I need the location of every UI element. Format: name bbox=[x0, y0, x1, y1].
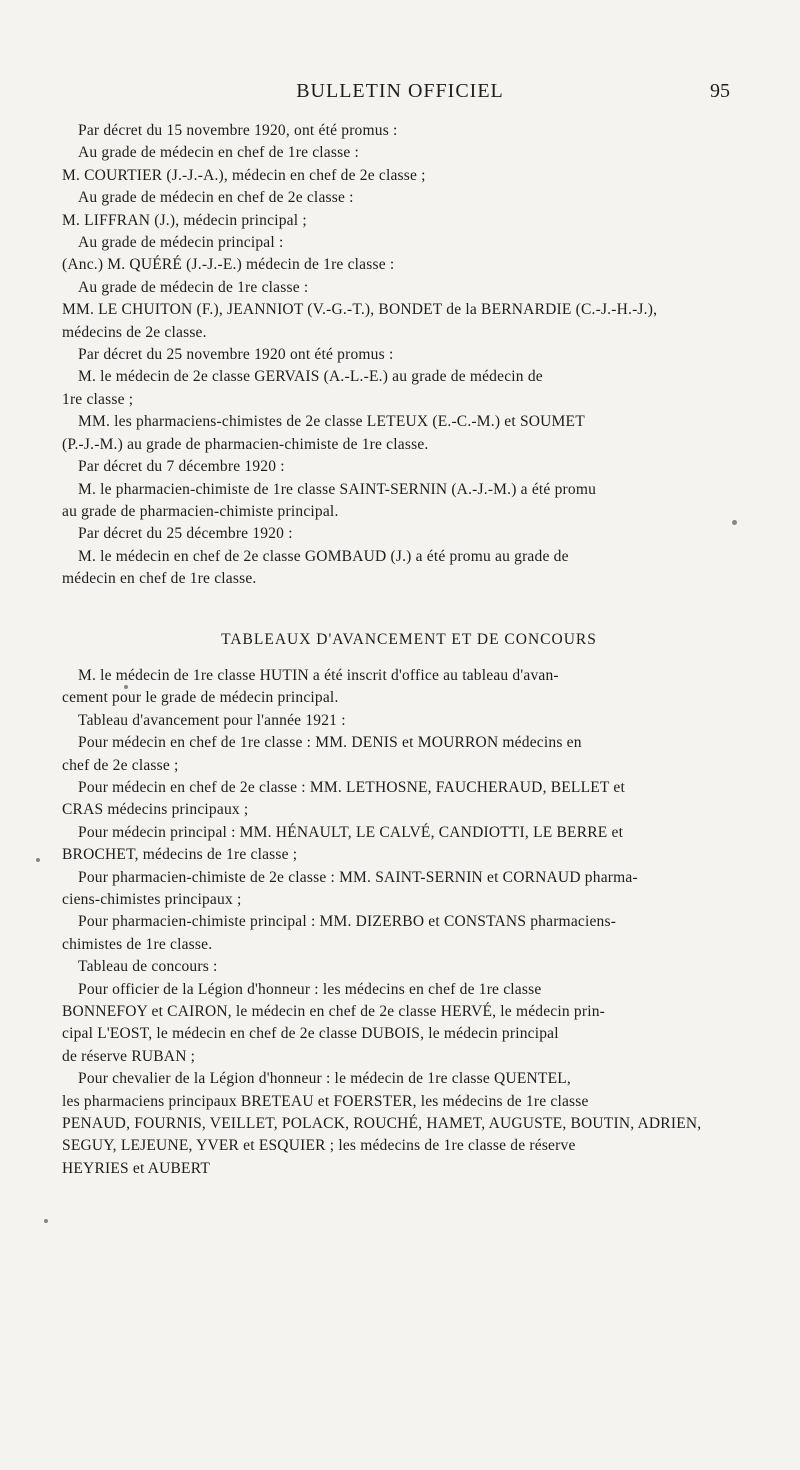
text-line: cement pour le grade de médecin principal. bbox=[62, 689, 339, 707]
scan-speck bbox=[732, 520, 737, 525]
running-header-title: BULLETIN OFFICIEL bbox=[296, 80, 504, 102]
text-line: 1re classe ; bbox=[62, 390, 134, 408]
text-line: Par décret du 25 novembre 1920 ont été promus : bbox=[78, 346, 394, 364]
text-line: M. le médecin de 1re classe HUTIN a été inscrit d'office au tableau d'avan- bbox=[78, 666, 559, 684]
text-line: (Anc.) M. QUÉRÉ (J.-J.-E.) médecin de 1re classe : bbox=[62, 256, 395, 274]
text-line: (P.-J.-M.) au grade de pharmacien-chimiste de 1re classe. bbox=[62, 435, 429, 453]
text-line: de réserve RUBAN ; bbox=[62, 1047, 196, 1065]
text-line: Pour médecin en chef de 1re classe : MM. DENIS et MOURRON médecins en bbox=[78, 734, 582, 752]
text-line: au grade de pharmacien-chimiste principal. bbox=[62, 502, 339, 520]
text-line: médecin en chef de 1re classe. bbox=[62, 570, 257, 588]
text-line: M. LIFFRAN (J.), médecin principal ; bbox=[62, 211, 307, 229]
text-line: Pour pharmacien-chimiste principal : MM. DIZERBO et CONSTANS pharmaciens- bbox=[78, 913, 617, 931]
document-body bbox=[62, 120, 756, 1180]
text-line: Par décret du 25 décembre 1920 : bbox=[78, 525, 293, 543]
scan-speck bbox=[124, 685, 128, 689]
text-line: MM. LE CHUITON (F.), JEANNIOT (V.-G.-T.), BONDET de la BERNARDIE (C.-J.-H.-J.), bbox=[62, 301, 658, 319]
text-line: Au grade de médecin en chef de 2e classe : bbox=[78, 189, 354, 207]
text-line: Tableau d'avancement pour l'année 1921 : bbox=[78, 711, 346, 729]
text-line: M. COURTIER (J.-J.-A.), médecin en chef de 2e classe ; bbox=[62, 166, 426, 184]
text-line: BROCHET, médecins de 1re classe ; bbox=[62, 846, 298, 864]
text-line: Par décret du 15 novembre 1920, ont été promus : bbox=[78, 122, 398, 139]
text-line: PENAUD, FOURNIS, VEILLET, POLACK, ROUCHÉ, HAMET, AUGUSTE, BOUTIN, ADRIEN, bbox=[62, 1115, 702, 1133]
page-number: 95 bbox=[710, 80, 730, 102]
section-title: TABLEAUX D'AVANCEMENT ET DE CONCOURS bbox=[221, 630, 597, 648]
text-line: M. le pharmacien-chimiste de 1re classe SAINT-SERNIN (A.-J.-M.) a été promu bbox=[78, 480, 597, 498]
text-line: Pour chevalier de la Légion d'honneur : le médecin de 1re classe QUENTEL, bbox=[78, 1070, 571, 1088]
text-line: SEGUY, LEJEUNE, YVER et ESQUIER ; les médecins de 1re classe de réserve bbox=[62, 1137, 576, 1155]
text-line: HEYRIES et AUBERT bbox=[62, 1159, 210, 1177]
text-line: ciens-chimistes principaux ; bbox=[62, 891, 242, 908]
text-line: Au grade de médecin en chef de 1re classe : bbox=[78, 144, 360, 162]
text-line: Au grade de médecin de 1re classe : bbox=[78, 278, 309, 296]
text-line: les pharmaciens principaux BRETEAU et FOERSTER, les médecins de 1re classe bbox=[62, 1092, 589, 1110]
text-line: CRAS médecins principaux ; bbox=[62, 801, 249, 819]
text-line: Au grade de médecin principal : bbox=[78, 234, 284, 252]
text-line: Pour officier de la Légion d'honneur : les médecins en chef de 1re classe bbox=[78, 980, 542, 998]
text-line: médecins de 2e classe. bbox=[62, 323, 207, 341]
text-line: cipal L'EOST, le médecin en chef de 2e classe DUBOIS, le médecin principal bbox=[62, 1025, 559, 1043]
text-line: BONNEFOY et CAIRON, le médecin en chef de 2e classe HERVÉ, le médecin prin- bbox=[62, 1003, 606, 1021]
text-line: Pour médecin en chef de 2e classe : MM. LETHOSNE, FAUCHERAUD, BELLET et bbox=[78, 778, 625, 796]
text-line: Tableau de concours : bbox=[78, 958, 218, 976]
text-line: chimistes de 1re classe. bbox=[62, 935, 213, 953]
text-line: Par décret du 7 décembre 1920 : bbox=[78, 458, 285, 476]
text-line: MM. les pharmaciens-chimistes de 2e classe LETEUX (E.-C.-M.) et SOUMET bbox=[78, 413, 585, 431]
text-line: chef de 2e classe ; bbox=[62, 756, 179, 774]
text-line: M. le médecin en chef de 2e classe GOMBAUD (J.) a été promu au grade de bbox=[78, 547, 569, 565]
scan-speck bbox=[44, 1219, 48, 1223]
scan-speck bbox=[36, 858, 40, 862]
text-line: Pour médecin principal : MM. HÉNAULT, LE CALVÉ, CANDIOTTI, LE BERRE et bbox=[78, 823, 624, 841]
text-line: Pour pharmacien-chimiste de 2e classe : MM. SAINT-SERNIN et CORNAUD pharma- bbox=[78, 868, 638, 886]
text-line: M. le médecin de 2e classe GERVAIS (A.-L.-E.) au grade de médecin de bbox=[78, 368, 543, 386]
